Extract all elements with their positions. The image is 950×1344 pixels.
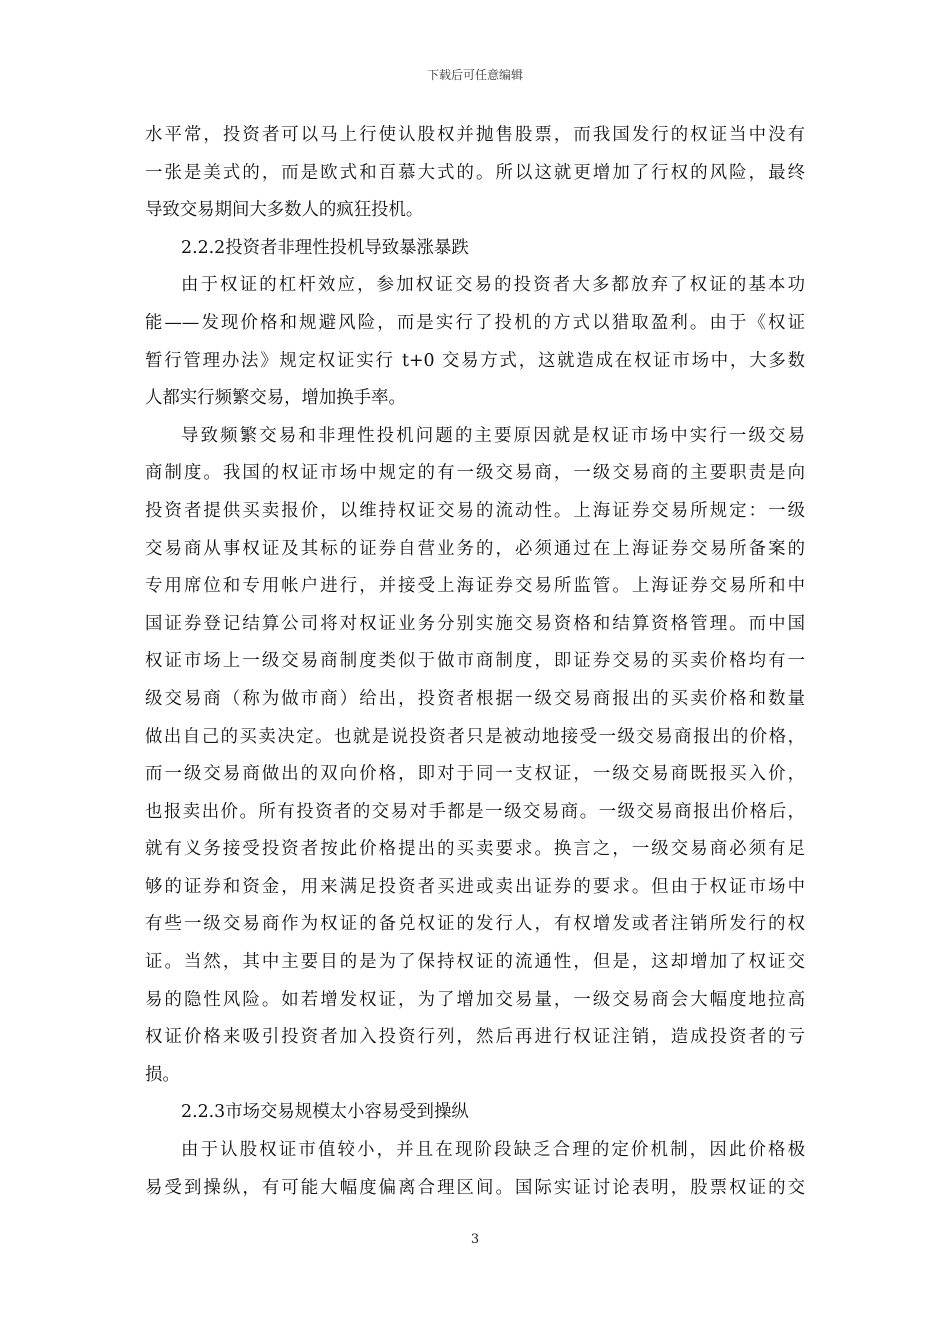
text-line: 投资者提供买卖报价，以维持权证交易的流动性。上海证券交易所规定：一级	[145, 500, 805, 521]
text-line: 水平常，投资者可以马上行使认股权并抛售股票，而我国发行的权证当中没有	[145, 125, 805, 145]
text-line: 损。	[145, 1064, 180, 1085]
section-heading: 2.2.3市场交易规模太小容易受到操纵	[181, 1102, 469, 1123]
section-heading: 2.2.2投资者非理性投机导致暴涨暴跌	[181, 237, 469, 258]
text-line: 而一级交易商做出的双向价格，即对于同一支权证，一级交易商既报买入价，	[145, 764, 805, 785]
text-line: 暂行管理办法》规定权证实行 t+0 交易方式，这就造成在权证市场中，大多数	[145, 350, 805, 371]
text-line: 人都实行频繁交易，增加换手率。	[145, 388, 406, 409]
paragraph-first-line: 由于认股权证市值较小，并且在现阶段缺乏合理的定价机制，因此价格极	[181, 1140, 805, 1161]
text-line: 做出自己的买卖决定。也就是说投资者只是被动地接受一级交易商报出的价格，	[145, 726, 805, 747]
body-text	[145, 117, 805, 1207]
paragraph-first-line: 由于权证的杠杆效应，参加权证交易的投资者大多都放弃了权证的基本功	[181, 275, 805, 296]
text-line: 级交易商（称为做市商）给出，投资者根据一级交易商报出的买卖价格和数量	[145, 688, 805, 709]
text-line: 一张是美式的，而是欧式和百慕大式的。所以这就更增加了行权的风险，最终	[145, 162, 805, 183]
page-number: 3	[470, 1232, 480, 1247]
text-line: 国证券登记结算公司将对权证业务分别实施交易资格和结算资格管理。而中国	[145, 613, 805, 634]
paragraph-first-line: 导致频繁交易和非理性投机问题的主要原因就是权证市场中实行一级交易	[181, 425, 805, 446]
text-line: 有些一级交易商作为权证的备兑权证的发行人，有权增发或者注销所发行的权	[145, 914, 805, 935]
text-line: 导致交易期间大多数人的疯狂投机。	[145, 200, 424, 221]
text-line: 易受到操纵，有可能大幅度偏离合理区间。国际实证讨论表明，股票权证的交	[145, 1177, 805, 1198]
text-line: 也报卖出价。所有投资者的交易对手都是一级交易商。一级交易商报出价格后，	[145, 801, 805, 822]
text-line: 商制度。我国的权证市场中规定的有一级交易商，一级交易商的主要职责是向	[145, 463, 805, 484]
text-line: 权证市场上一级交易商制度类似于做市商制度，即证券交易的买卖价格均有一	[145, 651, 805, 672]
text-line: 易的隐性风险。如若增发权证，为了增加交易量，一级交易商会大幅度地拉高	[145, 989, 805, 1010]
text-line: 够的证券和资金，用来满足投资者买进或卖出证券的要求。但由于权证市场中	[145, 876, 805, 897]
text-line: 就有义务接受投资者按此价格提出的买卖要求。换言之，一级交易商必须有足	[145, 839, 805, 860]
text-line: 交易商从事权证及其标的证券自营业务的，必须通过在上海证券交易所备案的	[145, 538, 805, 559]
text-line: 权证价格来吸引投资者加入投资行列，然后再进行权证注销，造成投资者的亏	[145, 1027, 805, 1048]
page-header: 下载后可任意编辑	[426, 68, 523, 82]
text-line: 能——发现价格和规避风险，而是实行了投机的方式以猎取盈利。由于《权证	[145, 312, 805, 333]
text-line: 专用席位和专用帐户进行，并接受上海证券交易所监管。上海证券交易所和中	[145, 576, 805, 597]
text-line: 证。当然，其中主要目的是为了保持权证的流通性，但是，这却增加了权证交	[145, 952, 805, 973]
